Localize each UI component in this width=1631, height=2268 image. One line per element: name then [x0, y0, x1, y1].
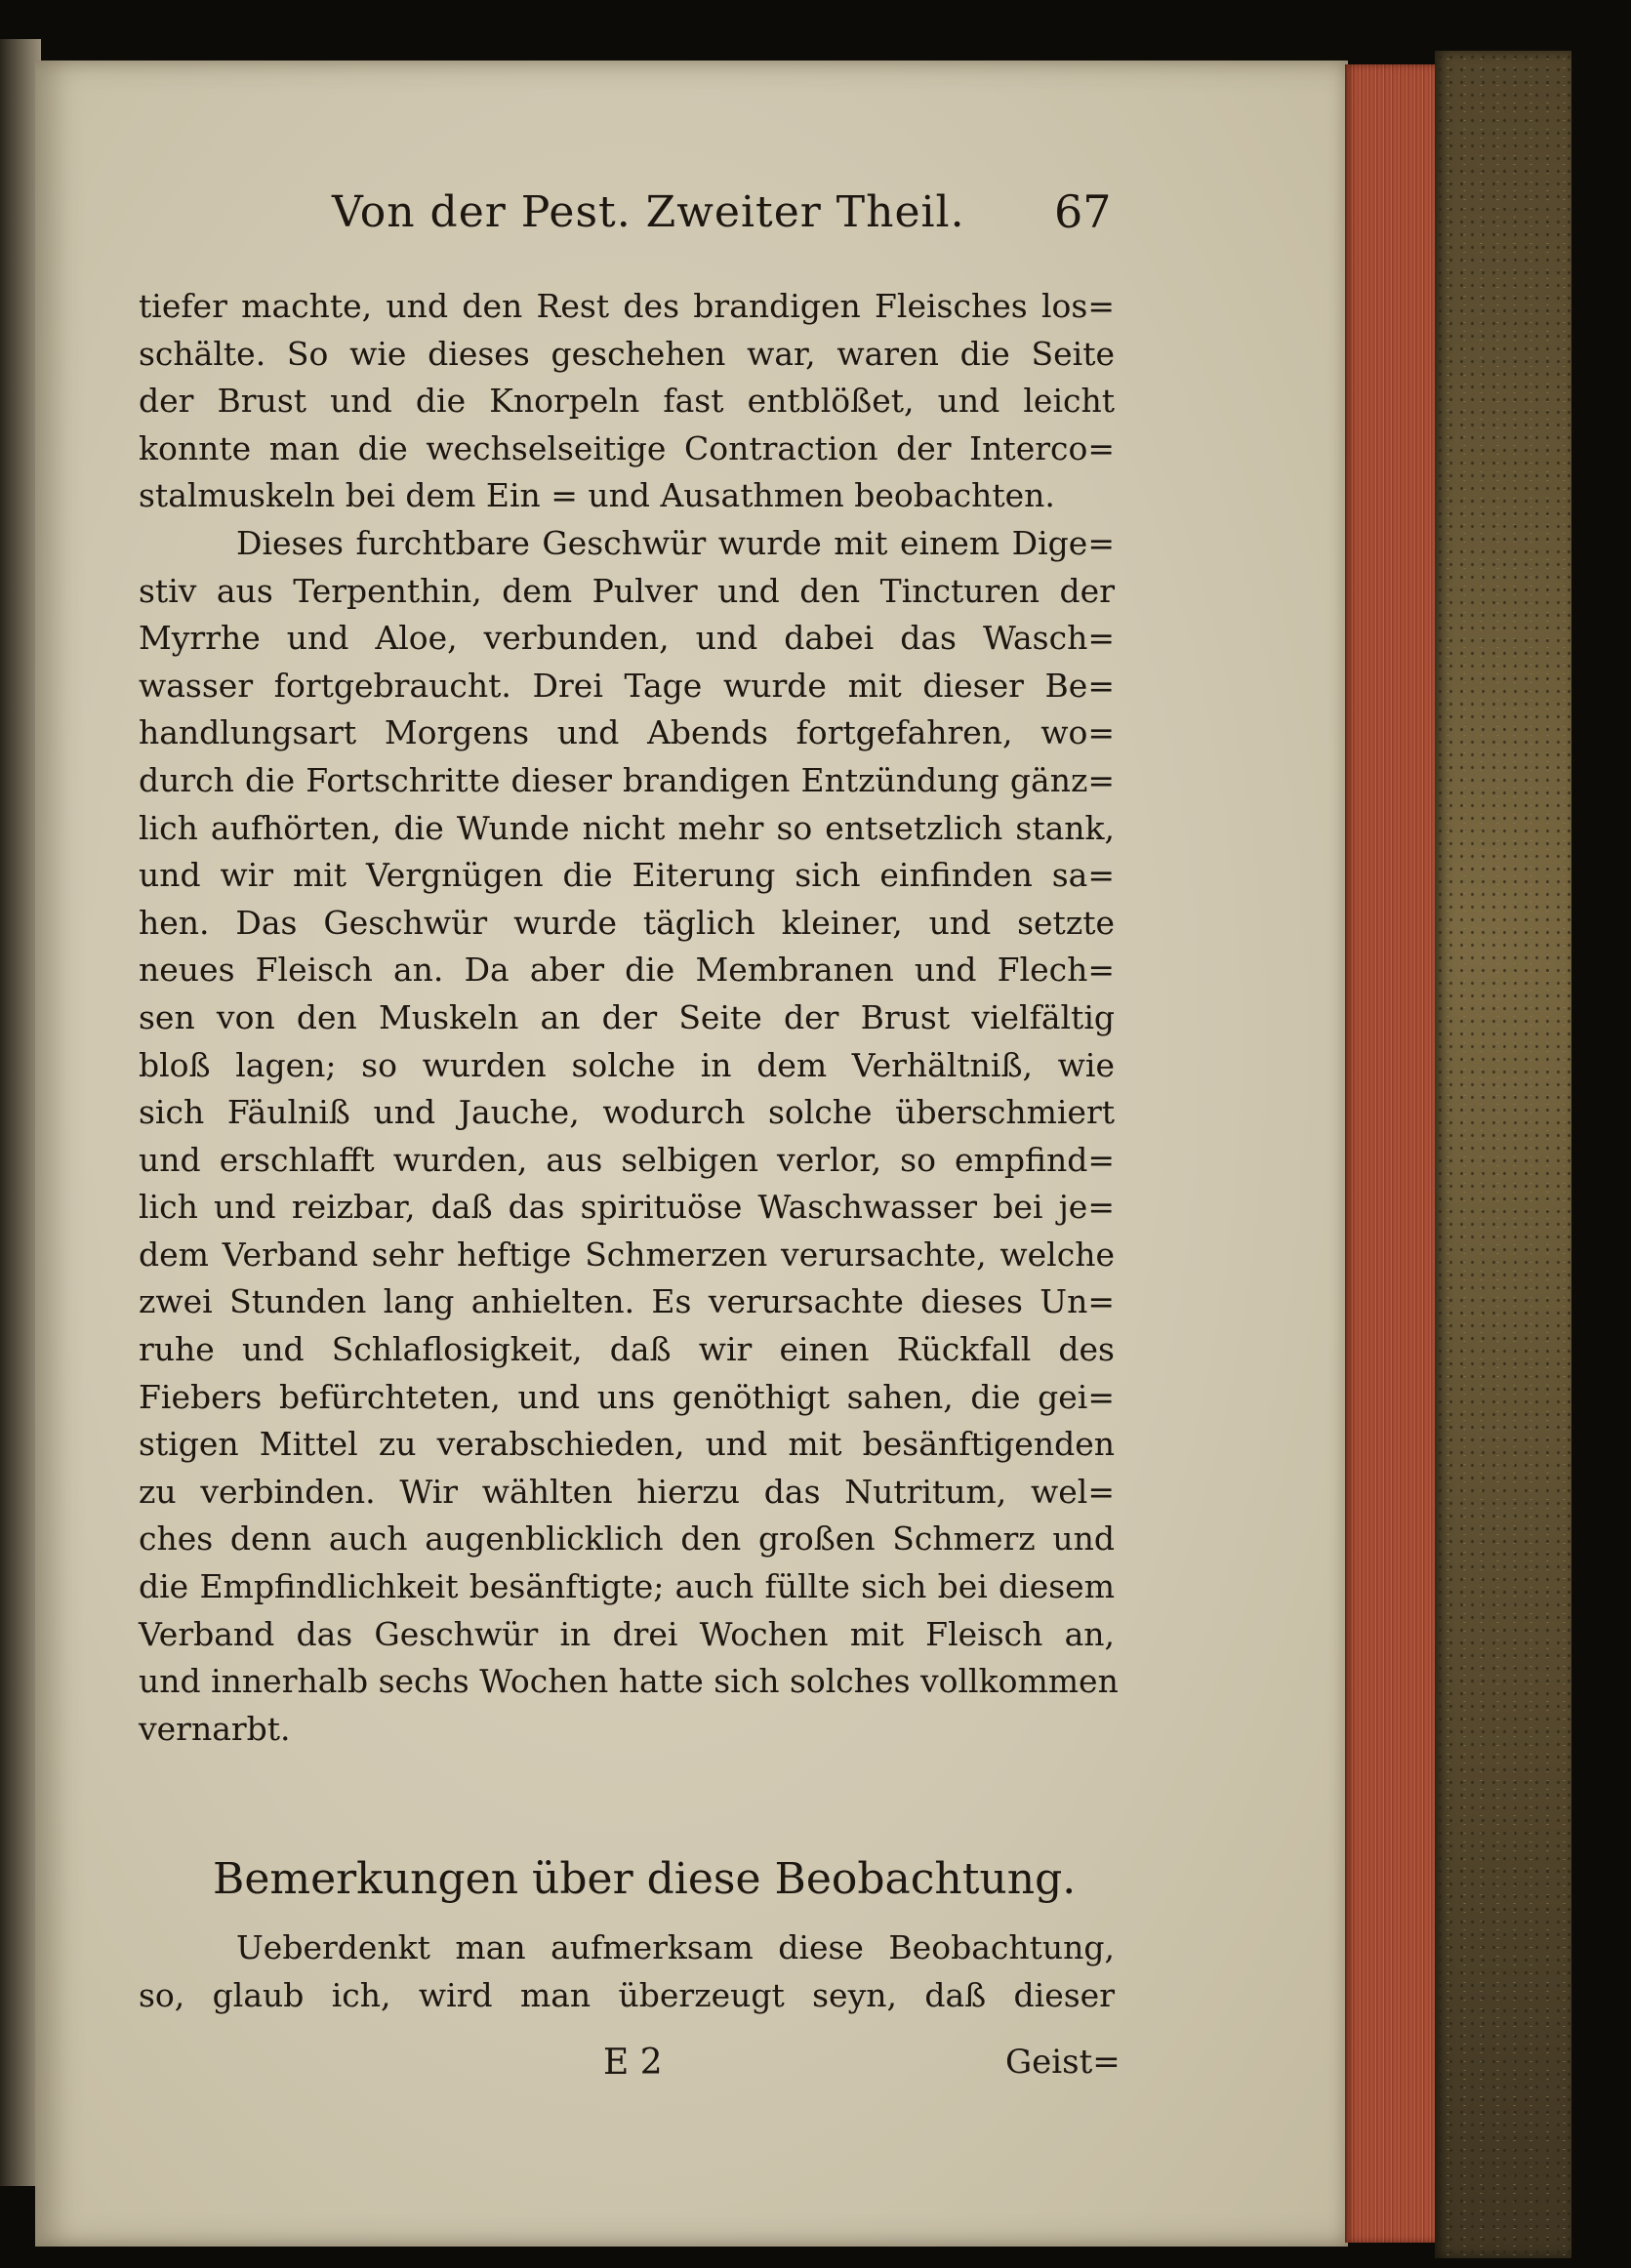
- text-line: Verband das Geschwür in drei Wochen mit Fleisch an,: [139, 1614, 1115, 1653]
- text-line: konnte man die wechselseitige Contraction der Interco=: [139, 428, 1115, 467]
- text-line: vernarbt.: [139, 1709, 291, 1748]
- page-number: 67: [1054, 185, 1112, 238]
- text-line: ches denn auch augenblicklich den großen Schmerz und: [139, 1519, 1115, 1559]
- text-line: Myrrhe und Aloe, verbunden, und dabei das Wasch=: [139, 619, 1115, 658]
- book-cover: [1435, 51, 1571, 2258]
- text-line: die Empfindlichkeit besänftigte; auch füllte sich bei diesem: [139, 1567, 1115, 1606]
- text-line: stalmuskeln bei dem Ein = und Ausathmen beobachten.: [139, 476, 1055, 515]
- text-line: tiefer machte, und den Rest des brandigen Fleisches los=: [139, 287, 1115, 325]
- text-line: und erschlafft wurden, aus selbigen verlor, so empfind=: [139, 1140, 1115, 1179]
- text-line: handlungsart Morgens und Abends fortgefahren, wo=: [139, 713, 1115, 752]
- text-line: neues Fleisch an. Da aber die Membranen und Flech=: [139, 951, 1115, 990]
- text-line: der Brust und die Knorpeln fast entblößet, und leicht: [139, 382, 1115, 421]
- text-line: schälte. So wie dieses geschehen war, waren die Seite: [139, 334, 1115, 373]
- signature-mark: E 2: [603, 2043, 663, 2083]
- text-line: stiv aus Terpenthin, dem Pulver und den Tincturen der: [139, 571, 1115, 610]
- text-line: lich und reizbar, daß das spirituöse Waschwasser bei je=: [139, 1188, 1115, 1227]
- text-line: hen. Das Geschwür wurde täglich kleiner, und setzte: [139, 903, 1115, 942]
- text-line: sen von den Muskeln an der Seite der Brust vielfältig: [139, 997, 1115, 1036]
- text-line: dem Verband sehr heftige Schmerzen verursachte, welche: [139, 1235, 1115, 1274]
- body-text: [139, 283, 1119, 1753]
- text-line: und innerhalb sechs Wochen hatte sich solches vollkommen: [139, 1662, 1119, 1701]
- red-page-edges: [1345, 64, 1439, 2243]
- text-line: Ueberdenkt man aufmerksam diese Beobachtung,: [236, 1928, 1115, 1966]
- text-line: wasser fortgebraucht. Drei Tage wurde mit dieser Be=: [139, 666, 1115, 705]
- section-text: [139, 1924, 1115, 2019]
- text-line: Dieses furchtbare Geschwür wurde mit einem Dige=: [236, 523, 1115, 562]
- text-line: zu verbinden. Wir wählten hierzu das Nutritum, wel=: [139, 1472, 1115, 1511]
- text-line: und wir mit Vergnügen die Eiterung sich einfinden sa=: [139, 856, 1115, 895]
- catchword: Geist=: [1005, 2043, 1121, 2082]
- text-line: bloß lagen; so wurden solche in dem Verhältniß, wie: [139, 1045, 1115, 1084]
- cover-texture: [1435, 51, 1571, 2258]
- text-line: Fiebers befürchteten, und uns genöthigt sahen, die gei=: [139, 1377, 1115, 1416]
- running-head: Von der Pest. Zweiter Theil.: [332, 187, 965, 237]
- text-line: ruhe und Schlaflosigkeit, daß wir einen Rückfall des: [139, 1330, 1115, 1369]
- text-line: sich Fäulniß und Jauche, wodurch solche überschmiert: [139, 1093, 1115, 1132]
- text-line: lich aufhörten, die Wunde nicht mehr so entsetzlich stank,: [139, 808, 1115, 847]
- section-heading: Bemerkungen über diese Beobachtung.: [213, 1854, 1077, 1904]
- text-line: so, glaub ich, wird man überzeugt seyn, daß dieser: [139, 1975, 1115, 2014]
- text-line: durch die Fortschritte dieser brandigen Entzündung gänz=: [139, 760, 1115, 799]
- text-line: zwei Stunden lang anhielten. Es verursachte dieses Un=: [139, 1282, 1115, 1321]
- text-line: stigen Mittel zu verabschieden, und mit besänftigenden: [139, 1425, 1115, 1464]
